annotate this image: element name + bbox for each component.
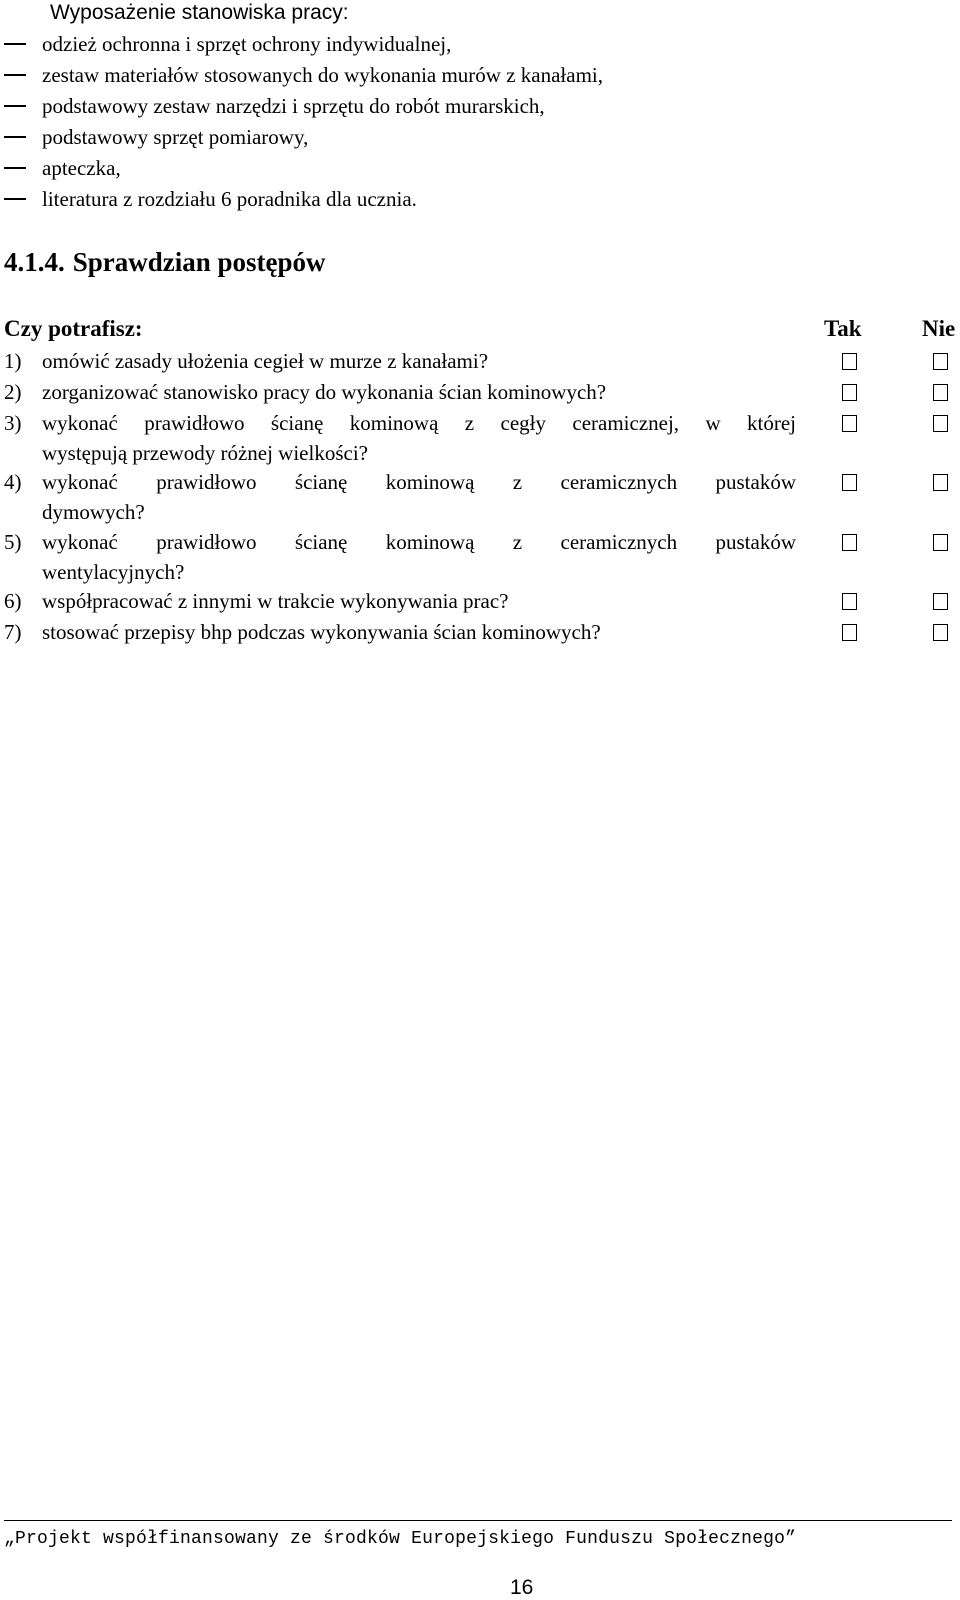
- section-title: Sprawdzian postępów: [72, 247, 326, 277]
- list-item: [0, 92, 960, 122]
- list-item: [0, 154, 960, 184]
- dash-bullet-icon: [4, 136, 26, 138]
- list-item-text: podstawowy sprzęt pomiarowy,: [42, 125, 309, 149]
- quiz-header: [4, 314, 960, 344]
- question-number: 7): [4, 620, 22, 644]
- question-text: stosować przepisy bhp podczas wykonywania ścian kominowych?: [42, 620, 601, 644]
- list-item: [0, 123, 960, 153]
- dash-bullet-icon: [4, 43, 26, 45]
- list-item: [0, 185, 960, 215]
- dash-bullet-icon: [4, 105, 26, 107]
- question-number: 3): [4, 411, 22, 435]
- list-item: [0, 30, 960, 60]
- page-number: 16: [510, 1576, 534, 1599]
- question-text: wykonać prawidłowo ścianę kominową z ceramicznych pustaków: [42, 530, 796, 554]
- question-text: wykonać prawidłowo ścianę kominową z ceramicznych pustaków: [42, 470, 796, 494]
- no-checkbox[interactable]: [933, 624, 948, 641]
- dash-bullet-icon: [4, 167, 26, 169]
- yes-checkbox[interactable]: [842, 624, 857, 641]
- question-text: wykonać prawidłowo ścianę kominową z cegły ceramicznej, w której: [42, 411, 796, 435]
- question-text: omówić zasady ułożenia cegieł w murze z kanałami?: [42, 349, 489, 373]
- no-checkbox[interactable]: [933, 384, 948, 401]
- question-number: 4): [4, 470, 22, 494]
- question-number: 1): [4, 349, 22, 373]
- list-item-text: odzież ochronna i sprzęt ochrony indywidualnej,: [42, 32, 452, 56]
- list-item: [0, 61, 960, 91]
- equipment-title: Wyposażenie stanowiska pracy:: [50, 1, 349, 24]
- question-number: 5): [4, 530, 22, 554]
- yes-checkbox[interactable]: [842, 593, 857, 610]
- column-header-no: Nie: [922, 316, 956, 341]
- yes-checkbox[interactable]: [842, 415, 857, 432]
- yes-checkbox[interactable]: [842, 384, 857, 401]
- no-checkbox[interactable]: [933, 534, 948, 551]
- question-text-continuation: wentylacyjnych?: [42, 560, 185, 584]
- no-checkbox[interactable]: [933, 353, 948, 370]
- dash-bullet-icon: [4, 74, 26, 76]
- no-checkbox[interactable]: [933, 593, 948, 610]
- question-text: współpracować z innymi w trakcie wykonywania prac?: [42, 589, 509, 613]
- question-text-continuation: dymowych?: [42, 500, 145, 524]
- footer-divider: [4, 1520, 952, 1521]
- list-item-text: literatura z rozdziału 6 poradnika dla ucznia.: [42, 187, 417, 211]
- question-number: 2): [4, 380, 22, 404]
- dash-bullet-icon: [4, 198, 26, 200]
- question-text: zorganizować stanowisko pracy do wykonania ścian kominowych?: [42, 380, 607, 404]
- no-checkbox[interactable]: [933, 474, 948, 491]
- list-item-text: apteczka,: [42, 156, 121, 180]
- section-number: 4.1.4.: [4, 247, 65, 277]
- yes-checkbox[interactable]: [842, 474, 857, 491]
- yes-checkbox[interactable]: [842, 534, 857, 551]
- list-item-text: zestaw materiałów stosowanych do wykonania murów z kanałami,: [42, 63, 604, 87]
- footer-text: „Projekt współfinansowany ze środków Europejskiego Funduszu Społecznego”: [4, 1529, 797, 1549]
- list-item-text: podstawowy zestaw narzędzi i sprzętu do robót murarskich,: [42, 94, 545, 118]
- quiz-question-header: Czy potrafisz:: [4, 316, 143, 341]
- question-text-continuation: występują przewody różnej wielkości?: [42, 441, 368, 465]
- yes-checkbox[interactable]: [842, 353, 857, 370]
- question-number: 6): [4, 589, 22, 613]
- section-heading: [4, 246, 326, 278]
- column-header-yes: Tak: [824, 316, 862, 341]
- no-checkbox[interactable]: [933, 415, 948, 432]
